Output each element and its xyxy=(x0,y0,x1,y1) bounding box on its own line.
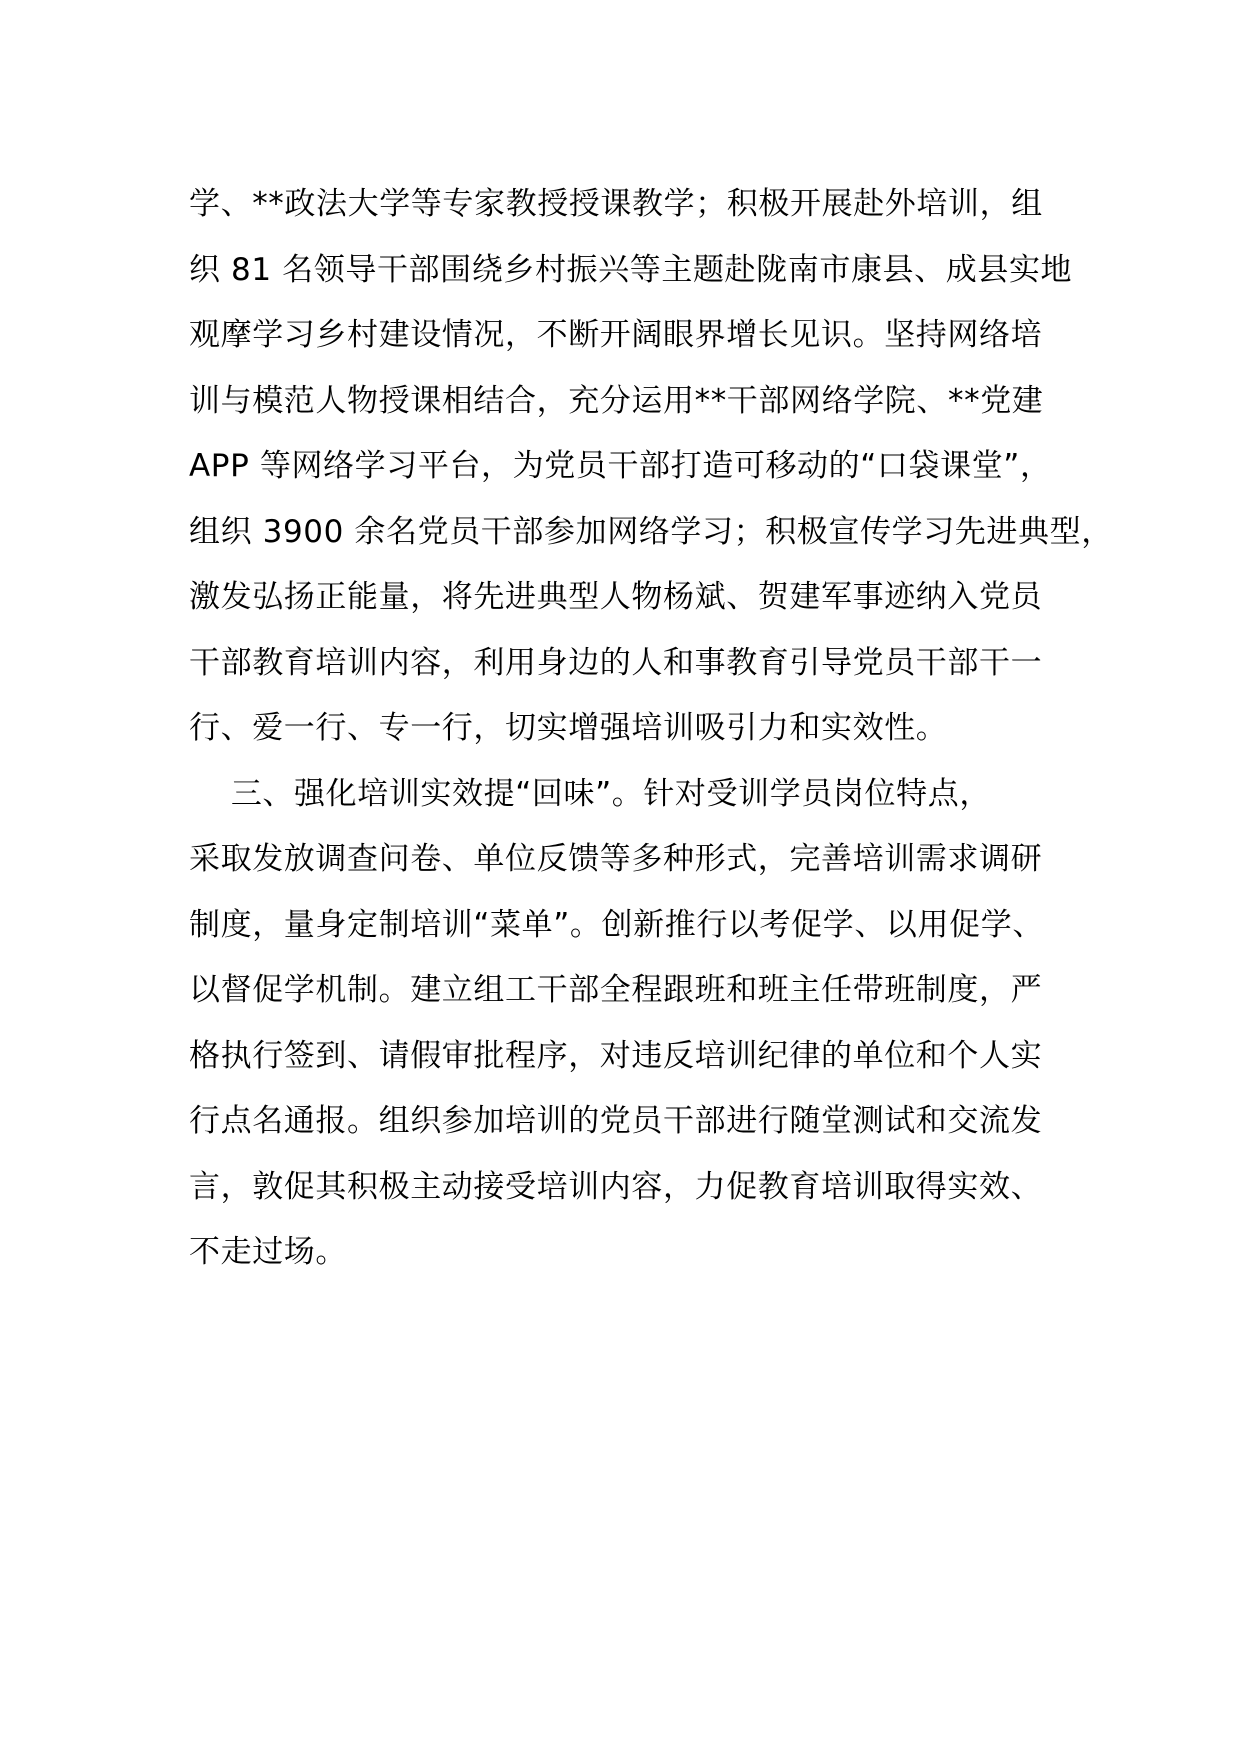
text-line: 观摩学习乡村建设情况，不断开阔眼界增长见识。坚持网络培 xyxy=(189,317,1043,353)
text-line: 训与模范人物授课相结合，充分运用**干部网络学院、**党建 xyxy=(189,382,1044,419)
text-line: 学、**政法大学等专家教授授课教学；积极开展赴外培训，组 xyxy=(189,186,1043,222)
text-line: 言，敦促其积极主动接受培训内容，力促教育培训取得实效、 xyxy=(189,1168,1043,1205)
section-heading-line: 三、强化培训实效提“回味”。针对受训学员岗位特点， xyxy=(189,775,991,812)
text-line: 不走过场。 xyxy=(189,1234,347,1270)
text-line: 格执行签到、请假审批程序，对违反培训纪律的单位和个人实 xyxy=(189,1037,1043,1074)
text-line: 采取发放调查问卷、单位反馈等多种形式，完善培训需求调研 xyxy=(189,841,1043,877)
text-line: 激发弘扬正能量，将先进典型人物杨斌、贺建军事迹纳入党员 xyxy=(189,579,1043,615)
text-line: 以督促学机制。建立组工干部全程跟班和班主任带班制度，严 xyxy=(189,972,1043,1008)
body-text xyxy=(189,172,1113,1286)
text-line: 行点名通报。组织参加培训的党员干部进行随堂测试和交流发 xyxy=(189,1103,1043,1139)
text-line: 行、爱一行、专一行，切实增强培训吸引力和实效性。 xyxy=(189,710,948,746)
text-line: 干部教育培训内容，利用身边的人和事教育引导党员干部干一 xyxy=(189,644,1043,681)
text-line: 制度，量身定制培训“菜单”。创新推行以考促学、以用促学、 xyxy=(189,906,1044,943)
text-line: 组织 3900 余名党员干部参加网络学习；积极宣传学习先进典型， xyxy=(189,513,1113,550)
text-line: 织 81 名领导干部围绕乡村振兴等主题赴陇南市康县、成县实地 xyxy=(189,251,1073,288)
text-line: APP 等网络学习平台，为党员干部打造可移动的“口袋课堂”， xyxy=(189,448,1052,484)
